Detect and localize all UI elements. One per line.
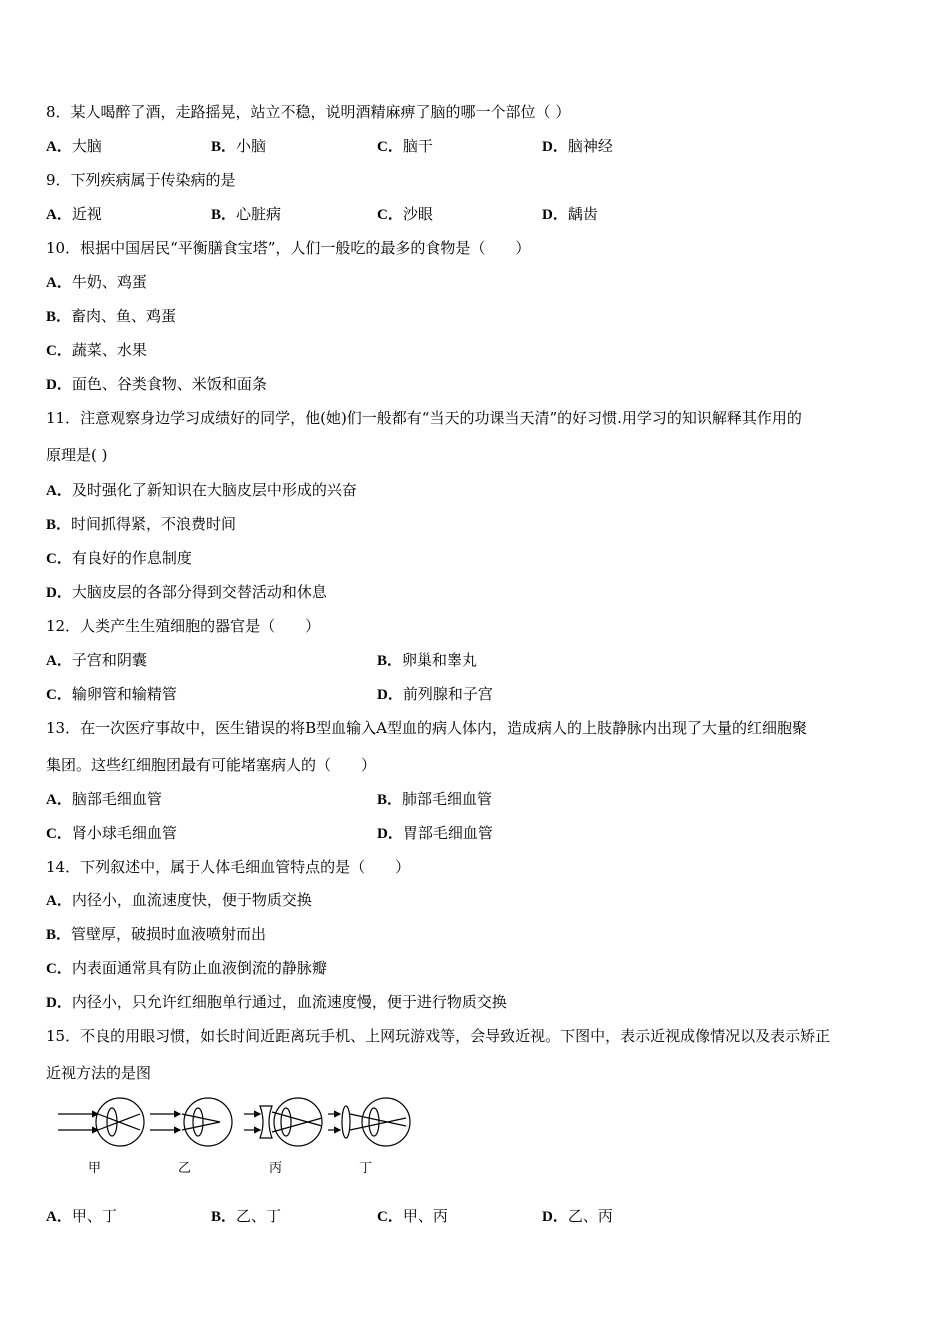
q9-option-c[interactable] [377, 204, 433, 225]
q10-option-c[interactable] [46, 340, 147, 361]
option-label: B． [46, 517, 72, 533]
q8-option-b[interactable] [211, 136, 266, 157]
option-text: 肾小球毛细血管 [71, 824, 177, 842]
caption-ding: 丁 [359, 1161, 373, 1176]
option-text: 脑部毛细血管 [71, 790, 162, 808]
option-label: A． [46, 1209, 72, 1225]
q11-option-b[interactable] [46, 514, 236, 535]
option-text: 卵巢和睾丸 [402, 651, 478, 669]
caption-yi: 乙 [178, 1161, 192, 1176]
option-text: 乙、丙 [567, 1207, 613, 1225]
q11-stem: 11．注意观察身边学习成绩好的同学，他(她)们一般都有“当天的功课当天清”的好习惯.用学习的知识解释其作用的 [46, 409, 802, 427]
option-label: A． [46, 653, 72, 669]
q13-option-c[interactable] [46, 823, 177, 844]
option-label: C． [377, 139, 403, 155]
option-label: C． [377, 1209, 403, 1225]
option-label: D． [377, 687, 403, 703]
q12-option-d[interactable] [377, 684, 493, 705]
option-text: 子宫和阴囊 [71, 651, 147, 669]
option-label: B． [211, 207, 237, 223]
option-text: 心脏病 [236, 205, 282, 223]
q12-option-c[interactable] [46, 684, 177, 705]
q13-option-b[interactable] [377, 789, 492, 810]
q15-stem: 15．不良的用眼习惯，如长时间近距离玩手机、上网玩游戏等，会导致近视。下图中，表示近视成像情况以及表示矫正 [46, 1027, 831, 1045]
q11-option-d[interactable] [46, 582, 327, 603]
option-label: B． [46, 927, 72, 943]
q13-stem-continued: 集团。这些红细胞团最有可能堵塞病人的（ ） [46, 756, 377, 774]
eye-figure-ding [328, 1098, 410, 1146]
option-label: D． [542, 207, 568, 223]
q13-stem: 13．在一次医疗事故中，医生错误的将B型血输入A型血的病人体内，造成病人的上肢静脉内出现了大量的红细胞聚 [46, 719, 807, 737]
q15-option-d[interactable] [542, 1206, 613, 1227]
option-text: 龋齿 [567, 205, 598, 223]
q14-option-a[interactable] [46, 890, 312, 911]
option-label: B． [211, 139, 237, 155]
q15-option-a[interactable] [46, 1206, 117, 1227]
option-label: D． [46, 377, 72, 393]
option-label: C． [46, 961, 72, 977]
q9-option-a[interactable] [46, 204, 102, 225]
option-label: A． [46, 893, 72, 909]
q15-option-b[interactable] [211, 1206, 281, 1227]
caption-bing: 丙 [269, 1161, 283, 1176]
q10-stem: 10．根据中国居民“平衡膳食宝塔”，人们一般吃的最多的食物是（ ） [46, 239, 531, 257]
option-text: 前列腺和子宫 [402, 685, 493, 703]
eye-figure-bing [244, 1098, 322, 1146]
q10-option-b[interactable] [46, 306, 176, 327]
option-label: C． [46, 343, 72, 359]
option-text: 甲、丁 [71, 1207, 117, 1225]
q10-option-a[interactable] [46, 272, 147, 293]
q8-option-a[interactable] [46, 136, 102, 157]
option-text: 蔬菜、水果 [71, 341, 147, 359]
q8-stem: 8．某人喝醉了酒，走路摇晃，站立不稳，说明酒精麻痹了脑的哪一个部位（ ） [46, 103, 571, 121]
option-text: 内径小，只允许红细胞单行通过，血流速度慢，便于进行物质交换 [71, 993, 507, 1011]
option-text: 管壁厚，破损时血液喷射而出 [71, 925, 267, 943]
q14-stem: 14．下列叙述中，属于人体毛细血管特点的是（ ） [46, 858, 411, 876]
option-text: 近视 [71, 205, 102, 223]
option-label: B． [211, 1209, 237, 1225]
option-label: D． [542, 1209, 568, 1225]
q15-option-c[interactable] [377, 1206, 448, 1227]
option-label: D． [542, 139, 568, 155]
q12-option-a[interactable] [46, 650, 147, 671]
q11-option-c[interactable] [46, 548, 192, 569]
option-label: C． [46, 551, 72, 567]
option-text: 乙、丁 [236, 1207, 282, 1225]
option-text: 脑神经 [567, 137, 613, 155]
option-label: B． [46, 309, 72, 325]
eye-figure-jia [58, 1098, 144, 1146]
option-label: B． [377, 653, 403, 669]
q8-option-d[interactable] [542, 136, 613, 157]
option-text: 输卵管和输精管 [71, 685, 177, 703]
q11-option-a[interactable] [46, 480, 357, 501]
option-text: 有良好的作息制度 [71, 549, 192, 567]
option-text: 肺部毛细血管 [402, 790, 493, 808]
option-text: 脑干 [402, 137, 433, 155]
option-text: 胃部毛细血管 [402, 824, 493, 842]
option-text: 及时强化了新知识在大脑皮层中形成的兴奋 [71, 481, 357, 499]
option-label: C． [377, 207, 403, 223]
option-text: 小脑 [236, 137, 267, 155]
q13-option-a[interactable] [46, 789, 162, 810]
option-label: D． [46, 585, 72, 601]
option-text: 沙眼 [402, 205, 433, 223]
option-label: A． [46, 139, 72, 155]
option-text: 内表面通常具有防止血液倒流的静脉瓣 [71, 959, 327, 977]
eye-diagram [56, 1096, 416, 1186]
option-label: A． [46, 483, 72, 499]
q11-stem-continued: 原理是( ) [46, 446, 108, 464]
option-text: 时间抓得紧，不浪费时间 [71, 515, 237, 533]
option-label: A． [46, 207, 72, 223]
option-label: C． [46, 687, 72, 703]
q9-stem: 9．下列疾病属于传染病的是 [46, 171, 236, 189]
q14-option-b[interactable] [46, 924, 266, 945]
option-label: A． [46, 275, 72, 291]
q9-option-d[interactable] [542, 204, 598, 225]
option-label: A． [46, 792, 72, 808]
q14-option-d[interactable] [46, 992, 507, 1013]
eye-figure-yi [150, 1098, 232, 1146]
option-text: 大脑皮层的各部分得到交替活动和休息 [71, 583, 327, 601]
option-text: 畜肉、鱼、鸡蛋 [71, 307, 177, 325]
option-label: B． [377, 792, 403, 808]
q12-stem: 12．人类产生生殖细胞的器官是（ ） [46, 617, 321, 635]
q12-option-b[interactable] [377, 650, 477, 671]
option-text: 大脑 [71, 137, 102, 155]
option-label: D． [46, 995, 72, 1011]
q15-stem-continued: 近视方法的是图 [46, 1064, 152, 1082]
q13-option-d[interactable] [377, 823, 493, 844]
q14-option-c[interactable] [46, 958, 327, 979]
caption-jia: 甲 [88, 1161, 102, 1176]
option-label: D． [377, 826, 403, 842]
option-text: 牛奶、鸡蛋 [71, 273, 147, 291]
q8-option-c[interactable] [377, 136, 433, 157]
option-text: 甲、丙 [402, 1207, 448, 1225]
option-text: 面色、谷类食物、米饭和面条 [71, 375, 267, 393]
option-label: C． [46, 826, 72, 842]
q9-option-b[interactable] [211, 204, 281, 225]
q10-option-d[interactable] [46, 374, 267, 395]
option-text: 内径小，血流速度快，便于物质交换 [71, 891, 312, 909]
